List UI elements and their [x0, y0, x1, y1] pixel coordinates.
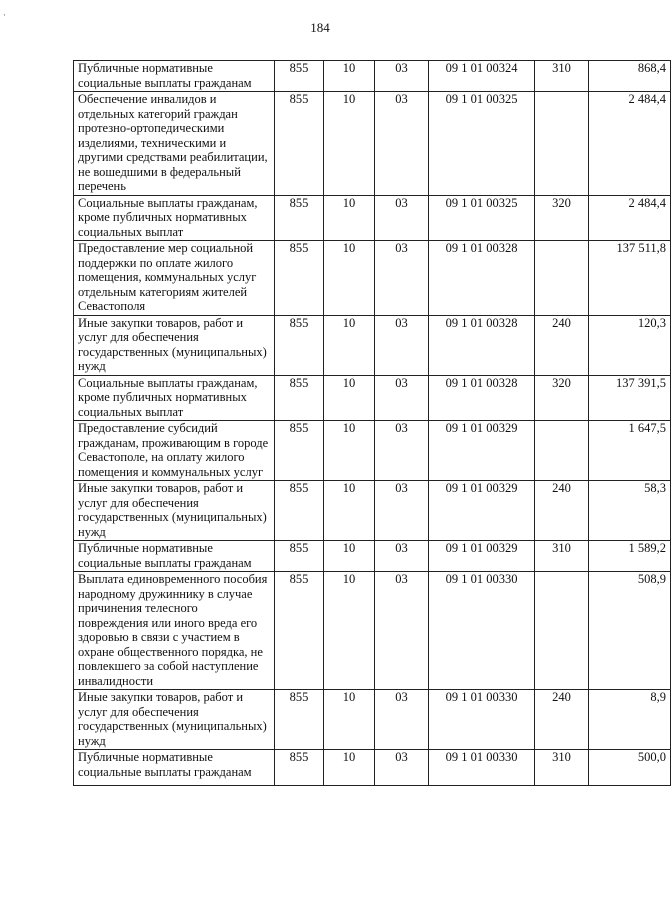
amount-cell: 120,3 [589, 315, 671, 375]
subsection-cell: 03 [375, 421, 429, 481]
amount-cell: 508,9 [589, 572, 671, 690]
table-row [74, 481, 671, 541]
subsection-cell: 03 [375, 241, 429, 316]
section-cell: 10 [324, 61, 375, 92]
amount-cell: 58,3 [589, 481, 671, 541]
department-code-cell: 855 [275, 690, 324, 750]
subsection-cell: 03 [375, 92, 429, 196]
expense-type-cell: 310 [535, 61, 589, 92]
department-code-cell: 855 [275, 241, 324, 316]
section-cell: 10 [324, 541, 375, 572]
department-code-cell: 855 [275, 315, 324, 375]
section-cell: 10 [324, 315, 375, 375]
expense-type-cell [535, 421, 589, 481]
target-article-cell: 09 1 01 00329 [429, 481, 535, 541]
expense-type-cell: 320 [535, 195, 589, 241]
amount-cell: 868,4 [589, 61, 671, 92]
table-row [74, 92, 671, 196]
table-row [74, 421, 671, 481]
subsection-cell: 03 [375, 61, 429, 92]
expense-type-cell [535, 92, 589, 196]
table-row [74, 61, 671, 92]
subsection-cell: 03 [375, 750, 429, 786]
subsection-cell: 03 [375, 375, 429, 421]
table-row [74, 750, 671, 786]
amount-cell: 1 589,2 [589, 541, 671, 572]
amount-cell: 2 484,4 [589, 195, 671, 241]
section-cell: 10 [324, 481, 375, 541]
budget-table [73, 60, 671, 786]
department-code-cell: 855 [275, 421, 324, 481]
table-row [74, 690, 671, 750]
amount-cell: 500,0 [589, 750, 671, 786]
expense-name-cell: Социальные выплаты гражданам, кроме публичных нормативных социальных выплат [74, 375, 275, 421]
subsection-cell: 03 [375, 315, 429, 375]
expense-type-cell: 320 [535, 375, 589, 421]
section-cell: 10 [324, 750, 375, 786]
amount-cell: 137 391,5 [589, 375, 671, 421]
amount-cell: 2 484,4 [589, 92, 671, 196]
amount-cell: 1 647,5 [589, 421, 671, 481]
expense-name-cell: Иные закупки товаров, работ и услуг для обеспечения государственных (муниципальных) нужд [74, 481, 275, 541]
expense-type-cell: 240 [535, 690, 589, 750]
target-article-cell: 09 1 01 00329 [429, 421, 535, 481]
expense-name-cell: Выплата единовременного пособия народному дружиннику в случае причинения телесного повреждения или иного вреда его здоровью в связи с участием в охране общественного порядка, не повлекшего за собой наступление инвалидности [74, 572, 275, 690]
department-code-cell: 855 [275, 750, 324, 786]
expense-type-cell: 240 [535, 481, 589, 541]
section-cell: 10 [324, 421, 375, 481]
target-article-cell: 09 1 01 00330 [429, 750, 535, 786]
department-code-cell: 855 [275, 572, 324, 690]
table-row [74, 315, 671, 375]
expense-type-cell: 310 [535, 541, 589, 572]
department-code-cell: 855 [275, 375, 324, 421]
expense-name-cell: Социальные выплаты гражданам, кроме публичных нормативных социальных выплат [74, 195, 275, 241]
section-cell: 10 [324, 572, 375, 690]
subsection-cell: 03 [375, 541, 429, 572]
section-cell: 10 [324, 195, 375, 241]
target-article-cell: 09 1 01 00328 [429, 315, 535, 375]
amount-cell: 8,9 [589, 690, 671, 750]
amount-cell: 137 511,8 [589, 241, 671, 316]
target-article-cell: 09 1 01 00325 [429, 195, 535, 241]
target-article-cell: 09 1 01 00325 [429, 92, 535, 196]
expense-name-cell: Иные закупки товаров, работ и услуг для обеспечения государственных (муниципальных) нужд [74, 690, 275, 750]
expense-name-cell: Предоставление субсидий гражданам, проживающим в городе Севастополе, на оплату жилого помещения и коммунальных услуг [74, 421, 275, 481]
subsection-cell: 03 [375, 195, 429, 241]
expense-type-cell: 310 [535, 750, 589, 786]
table-row [74, 195, 671, 241]
expense-name-cell: Предоставление мер социальной поддержки по оплате жилого помещения, коммунальных услуг отдельным категориям жителей Севастополя [74, 241, 275, 316]
expense-type-cell [535, 572, 589, 690]
department-code-cell: 855 [275, 481, 324, 541]
section-cell: 10 [324, 241, 375, 316]
section-cell: 10 [324, 690, 375, 750]
department-code-cell: 855 [275, 541, 324, 572]
expense-type-cell [535, 241, 589, 316]
department-code-cell: 855 [275, 61, 324, 92]
department-code-cell: 855 [275, 92, 324, 196]
section-cell: 10 [324, 92, 375, 196]
subsection-cell: 03 [375, 690, 429, 750]
table-row [74, 375, 671, 421]
target-article-cell: 09 1 01 00330 [429, 690, 535, 750]
expense-type-cell: 240 [535, 315, 589, 375]
subsection-cell: 03 [375, 481, 429, 541]
target-article-cell: 09 1 01 00329 [429, 541, 535, 572]
table-row [74, 241, 671, 316]
table-row [74, 572, 671, 690]
target-article-cell: 09 1 01 00324 [429, 61, 535, 92]
target-article-cell: 09 1 01 00330 [429, 572, 535, 690]
expense-name-cell: Иные закупки товаров, работ и услуг для обеспечения государственных (муниципальных) нужд [74, 315, 275, 375]
table-row [74, 541, 671, 572]
target-article-cell: 09 1 01 00328 [429, 241, 535, 316]
department-code-cell: 855 [275, 195, 324, 241]
page-number: 184 [310, 20, 330, 35]
expense-name-cell: Публичные нормативные социальные выплаты гражданам [74, 61, 275, 92]
target-article-cell: 09 1 01 00328 [429, 375, 535, 421]
margin-mark: · [3, 10, 6, 20]
subsection-cell: 03 [375, 572, 429, 690]
expense-name-cell: Публичные нормативные социальные выплаты гражданам [74, 750, 275, 786]
expense-name-cell: Обеспечение инвалидов и отдельных категорий граждан протезно-ортопедическими изделиями, техническими и другими средствами реабилитации, не вошедшими в федеральный перечень [74, 92, 275, 196]
expense-name-cell: Публичные нормативные социальные выплаты гражданам [74, 541, 275, 572]
section-cell: 10 [324, 375, 375, 421]
